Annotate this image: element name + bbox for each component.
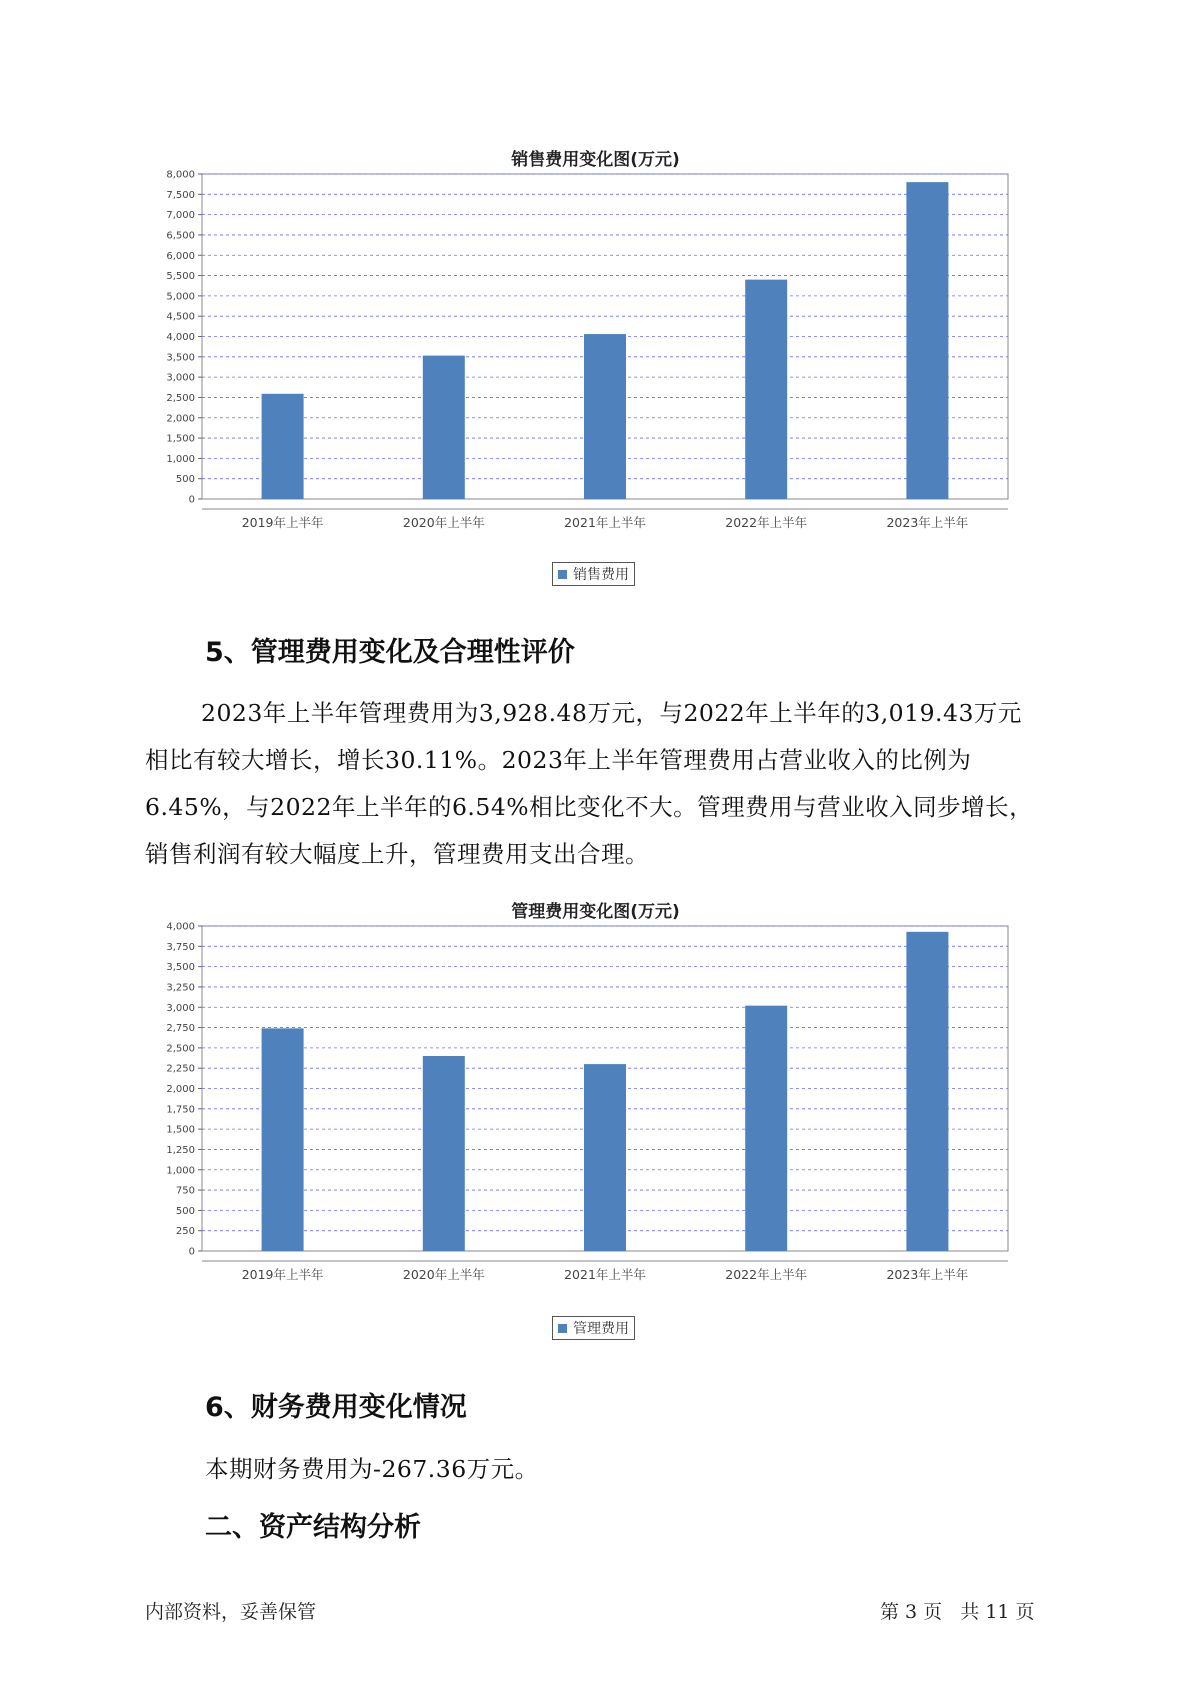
legend-sales (552, 562, 635, 586)
y-tick-label: 1,250 (166, 1144, 195, 1156)
heading-asset-structure: 二、资产结构分析 (205, 1512, 421, 1543)
bar-2019年上半年 (262, 394, 304, 499)
y-tick-label: 3,500 (166, 962, 195, 974)
y-tick-label: 7,500 (166, 189, 195, 201)
legend-swatch-icon (558, 1324, 567, 1333)
x-tick-label: 2021年上半年 (564, 515, 646, 530)
y-tick-label: 2,750 (166, 1023, 195, 1035)
paragraph-finance-expense: 本期财务费用为-267.36万元。 (205, 1455, 539, 1483)
y-tick-label: 2,000 (166, 1084, 195, 1095)
bar-2021年上半年 (584, 1064, 626, 1251)
y-tick-label: 4,500 (166, 311, 195, 323)
heading-finance-expense: 6、财务费用变化情况 (205, 1392, 467, 1423)
bar-2021年上半年 (584, 334, 626, 499)
bar-2023年上半年 (906, 932, 948, 1251)
y-tick-label: 7,000 (166, 210, 195, 222)
y-tick-label: 250 (175, 1226, 195, 1238)
legend-swatch-icon (558, 570, 567, 579)
bar-2020年上半年 (423, 1056, 465, 1251)
x-tick-label: 2020年上半年 (402, 515, 485, 530)
y-tick-label: 0 (188, 494, 195, 506)
y-tick-label: 4,000 (166, 332, 195, 343)
y-tick-label: 3,000 (166, 372, 195, 384)
y-tick-label: 6,000 (166, 250, 195, 262)
x-tick-label: 2020年上半年 (402, 1267, 485, 1282)
y-tick-label: 6,500 (166, 230, 195, 242)
x-tick-label: 2022年上半年 (725, 515, 808, 530)
y-tick-label: 2,000 (166, 413, 195, 425)
y-tick-label: 2,250 (166, 1063, 195, 1075)
legend-label-admin: 管理费用 (573, 1321, 629, 1337)
legend-label-sales: 销售费用 (573, 567, 629, 583)
legend-admin (552, 1316, 635, 1340)
y-tick-label: 3,000 (166, 1002, 195, 1014)
y-tick-label: 1,750 (166, 1104, 195, 1116)
chart-title-admin: 管理费用变化图(万元) (511, 902, 680, 922)
y-tick-label: 1,500 (166, 433, 195, 445)
y-tick-label: 5,500 (166, 271, 195, 283)
heading-admin-expense: 5、管理费用变化及合理性评价 (205, 637, 575, 668)
bar-2022年上半年 (745, 280, 787, 499)
y-tick-label: 8,000 (166, 169, 195, 181)
x-tick-label: 2023年上半年 (886, 515, 969, 530)
y-tick-label: 2,500 (166, 1043, 195, 1055)
x-tick-label: 2022年上半年 (725, 1267, 808, 1282)
x-tick-label: 2019年上半年 (241, 1267, 324, 1282)
sales-expense-chart (160, 168, 1020, 530)
y-tick-label: 3,250 (166, 982, 195, 994)
footer-page-number: 第 3 页 共 11 页 (880, 1601, 1035, 1623)
y-tick-label: 1,000 (166, 1165, 195, 1177)
bar-2020年上半年 (423, 356, 465, 499)
y-tick-label: 2,500 (166, 392, 195, 404)
x-tick-label: 2019年上半年 (241, 515, 324, 530)
x-tick-label: 2023年上半年 (886, 1267, 969, 1282)
y-tick-label: 750 (175, 1185, 195, 1197)
y-tick-label: 1,000 (166, 453, 195, 465)
y-tick-label: 4,000 (166, 921, 195, 933)
x-tick-label: 2021年上半年 (564, 1267, 646, 1282)
y-tick-label: 1,500 (166, 1124, 195, 1136)
y-tick-label: 500 (175, 1205, 195, 1217)
y-tick-label: 3,500 (166, 352, 195, 364)
admin-expense-chart (160, 920, 1020, 1282)
bar-2022年上半年 (745, 1006, 787, 1251)
bar-2019年上半年 (262, 1028, 304, 1251)
footer-confidential: 内部资料，妥善保管 (145, 1601, 317, 1623)
y-tick-label: 0 (188, 1246, 195, 1258)
bar-2023年上半年 (906, 182, 948, 499)
y-tick-label: 500 (175, 474, 195, 486)
chart-title-sales: 销售费用变化图(万元) (511, 150, 680, 170)
y-tick-label: 5,000 (166, 291, 195, 303)
y-tick-label: 3,750 (166, 941, 195, 953)
paragraph-admin-expense: 2023年上半年管理费用为3,928.48万元，与2022年上半年的3,019.43万元相比有较大增长，增长30.11%。2023年上半年管理费用占营业收入的比例为6.45%，与2022年上半年的6.54%相比变化不大。管理费用与营业收入同步增长，销售利润有较大幅度上升，管理费用支出合理。 (145, 699, 1034, 868)
